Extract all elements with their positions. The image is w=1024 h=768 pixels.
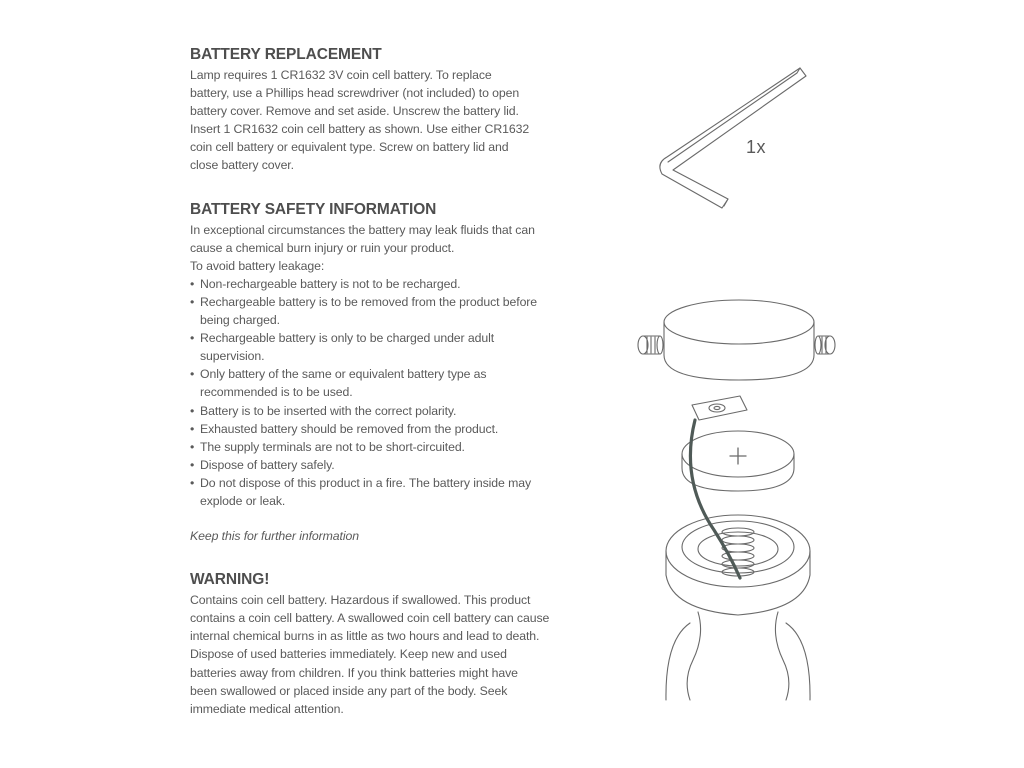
battery-wire bbox=[690, 420, 740, 578]
battery-replacement-heading: BATTERY REPLACEMENT bbox=[190, 46, 382, 63]
list-item: • Non-rechargeable battery is not to be recharged. bbox=[190, 275, 550, 293]
screw-right-icon bbox=[815, 336, 835, 354]
battery-contact-plate bbox=[692, 396, 747, 420]
warning-heading: WARNING! bbox=[190, 571, 270, 589]
allen-key-icon bbox=[660, 68, 806, 208]
list-item: • Dispose of battery safely. bbox=[190, 456, 550, 474]
keep-info-note: Keep this for further information bbox=[190, 529, 359, 544]
battery-safety-intro: In exceptional circumstances the battery may leak fluids that can cause a chemical burn injury or ruin your product. To avoid battery leakage: bbox=[190, 222, 535, 273]
battery-safety-heading: BATTERY SAFETY INFORMATION bbox=[190, 200, 437, 218]
tool-quantity-label: 1x bbox=[746, 137, 767, 157]
list-item: • Rechargeable battery is only to be charged under adult supervision. bbox=[190, 329, 550, 365]
list-item: • Only battery of the same or equivalent battery type as recommended is to be used. bbox=[190, 365, 550, 401]
warning-text: Contains coin cell battery. Hazardous if swallowed. This product contains a coin cell battery. A swallowed coin cell battery can cause internal chemical burns in as little as two hours and lead to death. Dispose of used batteries immediately. Keep new and used batteries away from children. If you think batteries might have been swallowed or placed inside any part of the body. Seek immediate medical attention. bbox=[190, 593, 550, 716]
list-item: • The supply terminals are not to be short-circuited. bbox=[190, 438, 550, 456]
list-item: • Exhausted battery should be removed from the product. bbox=[190, 420, 550, 438]
battery-cover bbox=[664, 300, 814, 380]
screw-left-icon bbox=[638, 336, 663, 354]
battery-replacement-text: Lamp requires 1 CR1632 3V coin cell battery. To replace battery, use a Phillips head screwdriver (not included) to open battery cover. Remove and set aside. Unscrew the battery lid. Insert 1 CR1632 coin cell battery as shown. Use either CR1632 coin cell battery or equivalent type. Screw on battery lid and close battery cover. bbox=[190, 68, 530, 173]
lamp-base bbox=[666, 515, 810, 700]
list-item: • Do not dispose of this product in a fire. The battery inside may explode or leak. bbox=[190, 474, 550, 510]
list-item: • Battery is to be inserted with the correct polarity. bbox=[190, 402, 550, 420]
list-item: • Rechargeable battery is to be removed from the product before being charged. bbox=[190, 293, 550, 329]
coin-cell-battery bbox=[682, 431, 794, 491]
